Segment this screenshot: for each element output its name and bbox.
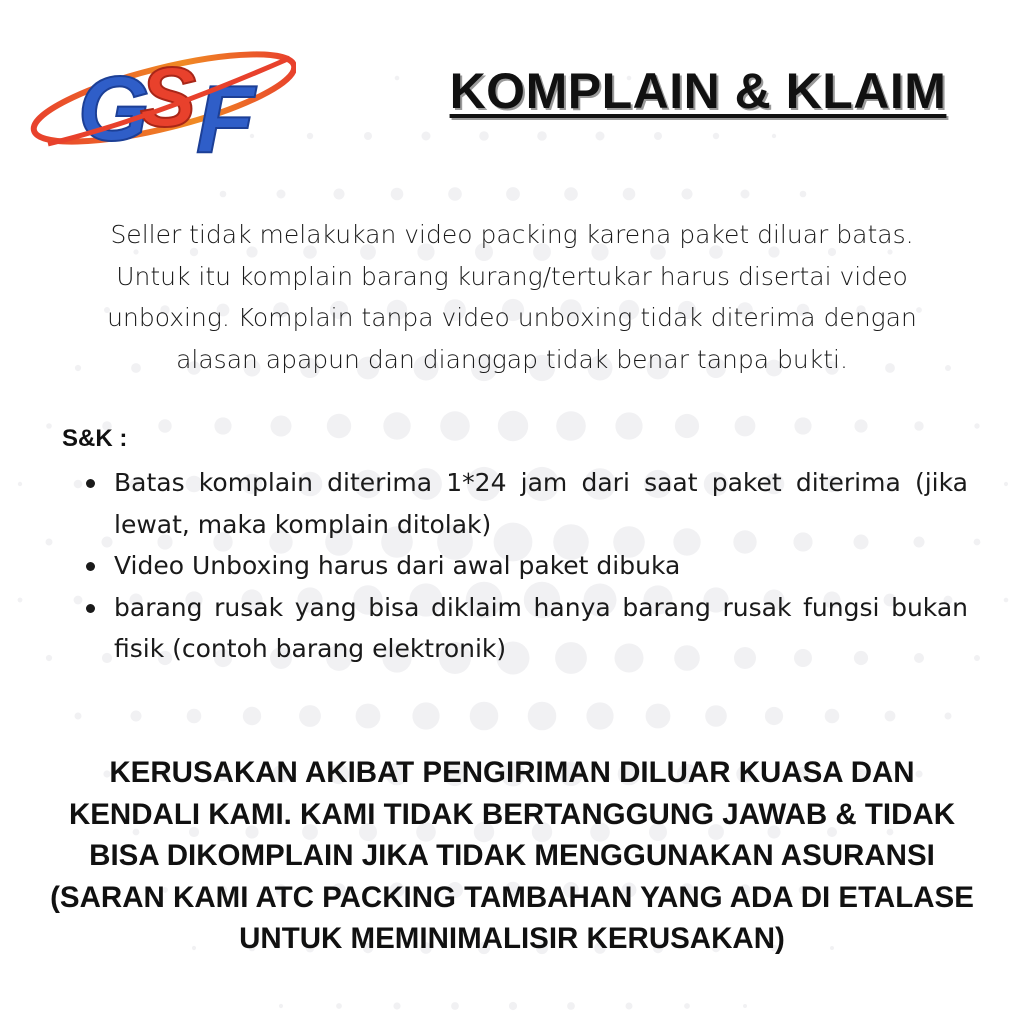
background-dot bbox=[556, 411, 586, 441]
background-dot bbox=[271, 416, 292, 437]
svg-text:F: F bbox=[196, 66, 255, 168]
background-dot bbox=[440, 411, 470, 441]
svg-text:G: G bbox=[78, 58, 150, 160]
background-dot bbox=[615, 412, 642, 439]
background-dot bbox=[974, 423, 979, 428]
intro-line: Seller tidak melakukan video packing karena paket diluar batas. bbox=[110, 220, 914, 249]
warning-line: (SARAN KAMI ATC PACKING TAMBAHAN YANG ADA DI ETALASE bbox=[50, 880, 974, 914]
background-dot bbox=[974, 539, 981, 546]
background-dot bbox=[451, 1002, 459, 1010]
background-dot bbox=[422, 132, 431, 141]
background-dot bbox=[498, 411, 528, 441]
bullet-icon bbox=[86, 604, 95, 613]
gsf-logo bbox=[28, 28, 296, 168]
background-dot bbox=[713, 133, 719, 139]
background-dot bbox=[974, 655, 980, 661]
background-dot bbox=[187, 709, 202, 724]
background-dot bbox=[705, 705, 727, 727]
background-dot bbox=[772, 134, 776, 138]
background-dot bbox=[506, 187, 520, 201]
background-dot bbox=[743, 1004, 747, 1008]
bullet-icon bbox=[86, 562, 95, 571]
background-dot bbox=[945, 713, 952, 720]
background-dot bbox=[479, 131, 489, 141]
page-title: KOMPLAIN & KLAIM bbox=[449, 63, 947, 119]
background-dot bbox=[596, 132, 605, 141]
svg-text:S: S bbox=[140, 50, 197, 144]
background-dot bbox=[412, 702, 439, 729]
background-dot bbox=[564, 187, 578, 201]
background-dot bbox=[854, 419, 867, 432]
intro-paragraph bbox=[70, 214, 954, 380]
background-dot bbox=[586, 702, 613, 729]
background-dot bbox=[537, 131, 547, 141]
background-dot bbox=[158, 419, 171, 432]
background-dot bbox=[18, 482, 22, 486]
bullet-icon bbox=[86, 479, 95, 488]
background-dot bbox=[626, 1003, 633, 1010]
background-dot bbox=[46, 655, 52, 661]
background-dot bbox=[334, 189, 345, 200]
terms-line: fisik (contoh barang elektronik) bbox=[114, 634, 507, 663]
background-dot bbox=[277, 190, 286, 199]
background-dot bbox=[682, 189, 693, 200]
background-dot bbox=[243, 707, 261, 725]
terms-list-item bbox=[84, 587, 968, 670]
background-dot bbox=[75, 713, 82, 720]
background-dot bbox=[741, 190, 750, 199]
terms-line: lewat, maka komplain ditolak) bbox=[114, 509, 492, 539]
background-dot bbox=[74, 596, 83, 605]
intro-line: Untuk itu komplain barang kurang/tertukar harus disertai video bbox=[116, 261, 908, 291]
terms-list bbox=[84, 462, 968, 670]
terms-list-item bbox=[84, 545, 968, 587]
terms-list-item bbox=[84, 462, 968, 545]
warning-line: KENDALI KAMI. KAMI TIDAK BERTANGGUNG JAWAB & TIDAK bbox=[68, 797, 956, 831]
background-dot bbox=[391, 188, 404, 201]
background-dot bbox=[18, 598, 23, 603]
background-dot bbox=[46, 539, 53, 546]
background-dot bbox=[646, 704, 671, 729]
background-dot bbox=[509, 1002, 517, 1010]
background-dot bbox=[654, 132, 662, 140]
background-dot bbox=[567, 1002, 575, 1010]
background-dot bbox=[470, 702, 499, 731]
background-dot bbox=[307, 133, 313, 139]
background-dot bbox=[46, 423, 52, 429]
terms-line: Video Unboxing harus dari awal paket dibuka bbox=[114, 551, 681, 580]
background-dot bbox=[220, 191, 227, 198]
background-dot bbox=[448, 187, 462, 201]
terms-heading: S&K : bbox=[62, 425, 128, 452]
background-dot bbox=[336, 1003, 342, 1009]
background-dot bbox=[675, 414, 699, 438]
background-dot bbox=[131, 711, 142, 722]
background-dot bbox=[623, 188, 636, 201]
background-dot bbox=[765, 707, 783, 725]
background-dot bbox=[528, 702, 557, 731]
background-dot bbox=[393, 1002, 400, 1009]
background-dot bbox=[395, 76, 400, 81]
background-dot bbox=[885, 711, 896, 722]
background-dot bbox=[1004, 598, 1009, 603]
background-dot bbox=[800, 191, 807, 198]
warning-notice bbox=[30, 752, 994, 960]
background-dot bbox=[794, 417, 811, 434]
background-dot bbox=[364, 132, 372, 140]
background-dot bbox=[279, 1004, 283, 1008]
background-dot bbox=[825, 709, 840, 724]
background-dot bbox=[735, 416, 756, 437]
background-dot bbox=[914, 421, 923, 430]
background-dot bbox=[327, 414, 351, 438]
terms-line: Batas komplain diterima 1*24 jam dari saat paket diterima (jika bbox=[114, 468, 968, 497]
warning-line: UNTUK MEMINIMALISIR KERUSAKAN) bbox=[239, 922, 785, 955]
background-dot bbox=[214, 417, 231, 434]
background-dot bbox=[684, 1003, 690, 1009]
intro-line: alasan apapun dan dianggap tidak benar tanpa bukti. bbox=[176, 344, 848, 374]
intro-line: unboxing. Komplain tanpa video unboxing tidak diterima dengan bbox=[107, 303, 917, 332]
background-dot bbox=[1004, 482, 1008, 486]
warning-line: BISA DIKOMPLAIN JIKA TIDAK MENGGUNAKAN ASURANSI bbox=[89, 839, 935, 872]
background-dot bbox=[299, 705, 321, 727]
background-dot bbox=[356, 704, 381, 729]
warning-line: KERUSAKAN AKIBAT PENGIRIMAN DILUAR KUASA DAN bbox=[109, 756, 915, 789]
background-dot bbox=[383, 412, 410, 439]
background-dot bbox=[74, 480, 83, 489]
terms-line: barang rusak yang bisa diklaim hanya barang rusak fungsi bukan bbox=[114, 592, 968, 622]
